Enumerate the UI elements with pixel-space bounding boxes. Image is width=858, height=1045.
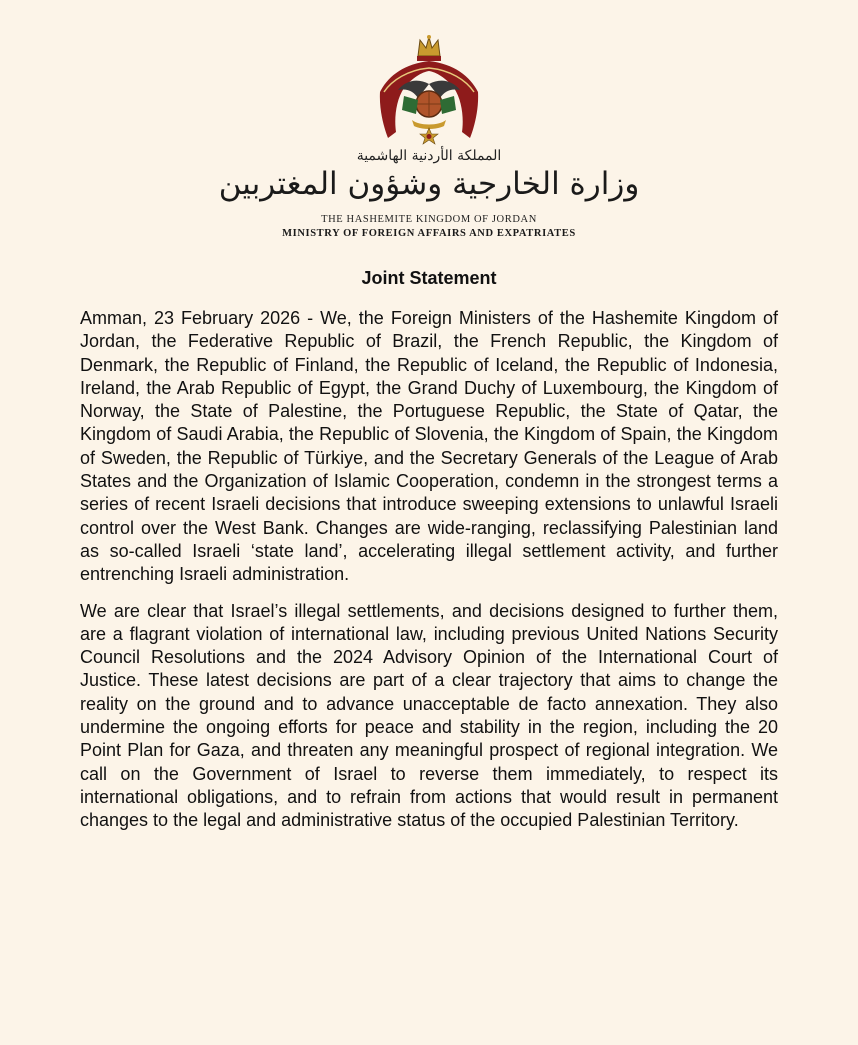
document-title: Joint Statement <box>361 268 497 288</box>
paragraph-2: We are clear that Israel’s illegal settlements, and decisions designed to further them, are a flagrant violation of international law, including previous United Nations Security Council Resolutions and the 2024 Advisory Opinion of the International Court of Justice. These latest decisions are part of a clear trajectory that aims to change the reality on the ground and to advance unacceptable de facto annexation. They also undermine the ongoing efforts for peace and stability in the region, including the 20 Point Plan for Gaza, and threaten any meaningful prospect of regional integration. We call on the Government of Israel to reverse them immediately, to respect its international obligations, and to refrain from actions that would result in permanent changes to the legal and administrative status of the occupied Palestinian Territory. <box>80 600 778 831</box>
english-kingdom-name: THE HASHEMITE KINGDOM OF JORDAN <box>321 214 537 225</box>
arabic-ministry-name: وزارة الخارجية وشؤون المغتربين <box>218 166 640 202</box>
letterhead <box>0 34 858 239</box>
statement-body <box>80 307 778 833</box>
english-ministry-name: MINISTRY OF FOREIGN AFFAIRS AND EXPATRIATES <box>282 228 576 239</box>
paragraph-1: Amman, 23 February 2026 - We, the Foreign Ministers of the Hashemite Kingdom of Jordan, the Federative Republic of Brazil, the French Republic, the Kingdom of Denmark, the Republic of Finland, the Republic of Iceland, the Republic of Indonesia, Ireland, the Arab Republic of Egypt, the Grand Duchy of Luxembourg, the Kingdom of Norway, the State of Palestine, the Portuguese Republic, the State of Qatar, the Kingdom of Saudi Arabia, the Republic of Slovenia, the Kingdom of Spain, the Kingdom of Sweden, the Republic of Türkiye, and the Secretary Generals of the League of Arab States and the Organization of Islamic Cooperation, condemn in the strongest terms a series of recent Israeli decisions that introduce sweeping extensions to unlawful Israeli control over the West Bank. Changes are wide-ranging, reclassifying Palestinian land as so-called Israeli ‘state land’, accelerating illegal settlement activity, and further entrenching Israeli administration. <box>80 308 778 585</box>
coat-of-arms-icon <box>374 34 484 146</box>
arabic-kingdom-name: المملكة الأردنية الهاشمية <box>356 148 502 164</box>
